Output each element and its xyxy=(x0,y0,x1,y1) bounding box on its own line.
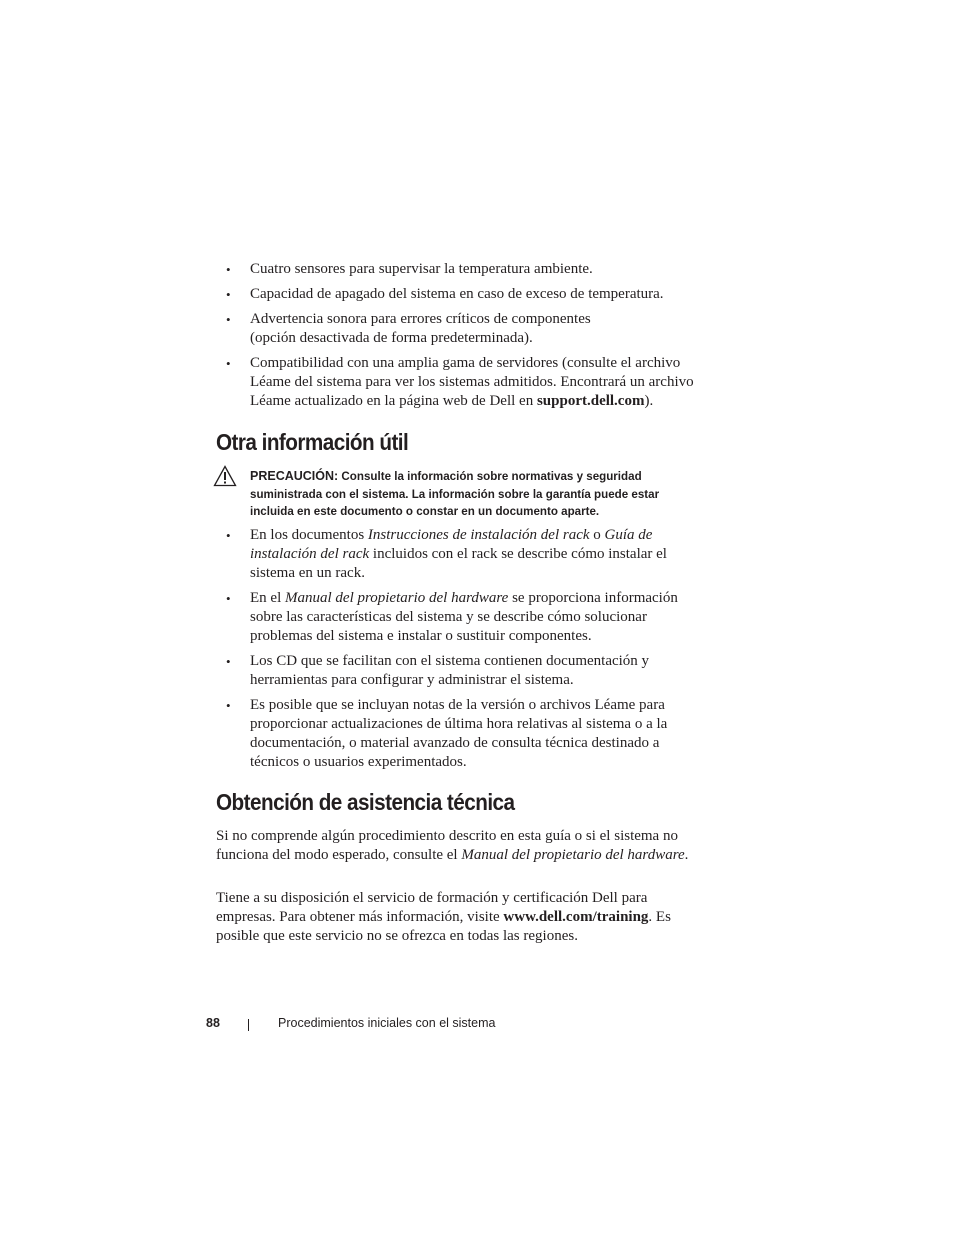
caution-note xyxy=(216,468,736,521)
caution-label: PRECAUCIÓN: xyxy=(250,469,339,483)
list-item: • Los CD que se facilitan con el sistema contienen documentación y herramientas para configurar y administrar el sistema. xyxy=(226,653,650,688)
bullet-icon: • xyxy=(226,698,231,713)
list-item: • Compatibilidad con una amplia gama de servidores (consulte el archivo Léame del sistema para ver los sistemas admitidos. Encontrará un archivo Léame actualizado en la página web de Dell en support.dell.com). xyxy=(226,355,694,409)
list-item: • Capacidad de apagado del sistema en caso de exceso de temperatura. xyxy=(226,286,664,302)
section-heading-tech-support: Obtención de asistencia técnica xyxy=(216,789,515,815)
list-item: • Cuatro sensores para supervisar la temperatura ambiente. xyxy=(226,261,593,277)
bullet-icon: • xyxy=(226,356,231,371)
info-bullet-list xyxy=(216,526,736,772)
bullet-icon: • xyxy=(226,654,231,669)
page-footer xyxy=(206,1016,496,1030)
bullet-icon: • xyxy=(226,287,231,302)
feature-bullet-list xyxy=(216,260,736,411)
training-paragraph: Tiene a su disposición el servicio de formación y certificación Dell para empresas. Para obtener más información, visite www.dell.com/training. Es posible que este servicio no se ofrezca en todas las regiones. xyxy=(216,890,671,944)
caution-body: Consulte la información sobre normativas y seguridad suministrada con el sistema. La información sobre la garantía puede estar incluida en este documento o constar en un documento aparte. xyxy=(250,470,660,518)
warning-triangle-icon xyxy=(213,465,237,493)
support-link[interactable]: support.dell.com xyxy=(536,393,645,409)
training-link[interactable]: www.dell.com/training xyxy=(503,909,649,925)
section-heading-other-info: Otra información útil xyxy=(216,429,409,455)
footer-title: Procedimientos iniciales con el sistema xyxy=(278,1016,496,1030)
list-item: • En el Manual del propietario del hardware se proporciona información sobre las características del sistema y se describe cómo solucionar problemas del sistema e instalar o sustituir componentes. xyxy=(226,590,678,644)
list-item: • En los documentos Instrucciones de instalación del rack o Guía de instalación del rack incluidos con el rack se describe cómo instalar el sistema en un rack. xyxy=(226,527,667,581)
list-item: • Es posible que se incluyan notas de la versión o archivos Léame para proporcionar actualizaciones de última hora relativas al sistema o a la documentación, o material avanzado de consulta técnica destinado a técnicos o usuarios experimentados. xyxy=(226,697,668,770)
bullet-icon: • xyxy=(226,528,231,543)
bullet-icon: • xyxy=(226,312,231,327)
support-paragraph: Si no comprende algún procedimiento descrito en esta guía o si el sistema no funciona del modo esperado, consulte el Manual del propietario del hardware. xyxy=(216,828,689,863)
footer-divider xyxy=(248,1019,249,1031)
bullet-icon: • xyxy=(226,262,231,277)
page-number: 88 xyxy=(206,1016,220,1030)
list-item: • Advertencia sonora para errores críticos de componentes (opción desactivada de forma predeterminada). xyxy=(226,311,591,346)
bullet-icon: • xyxy=(226,591,231,606)
